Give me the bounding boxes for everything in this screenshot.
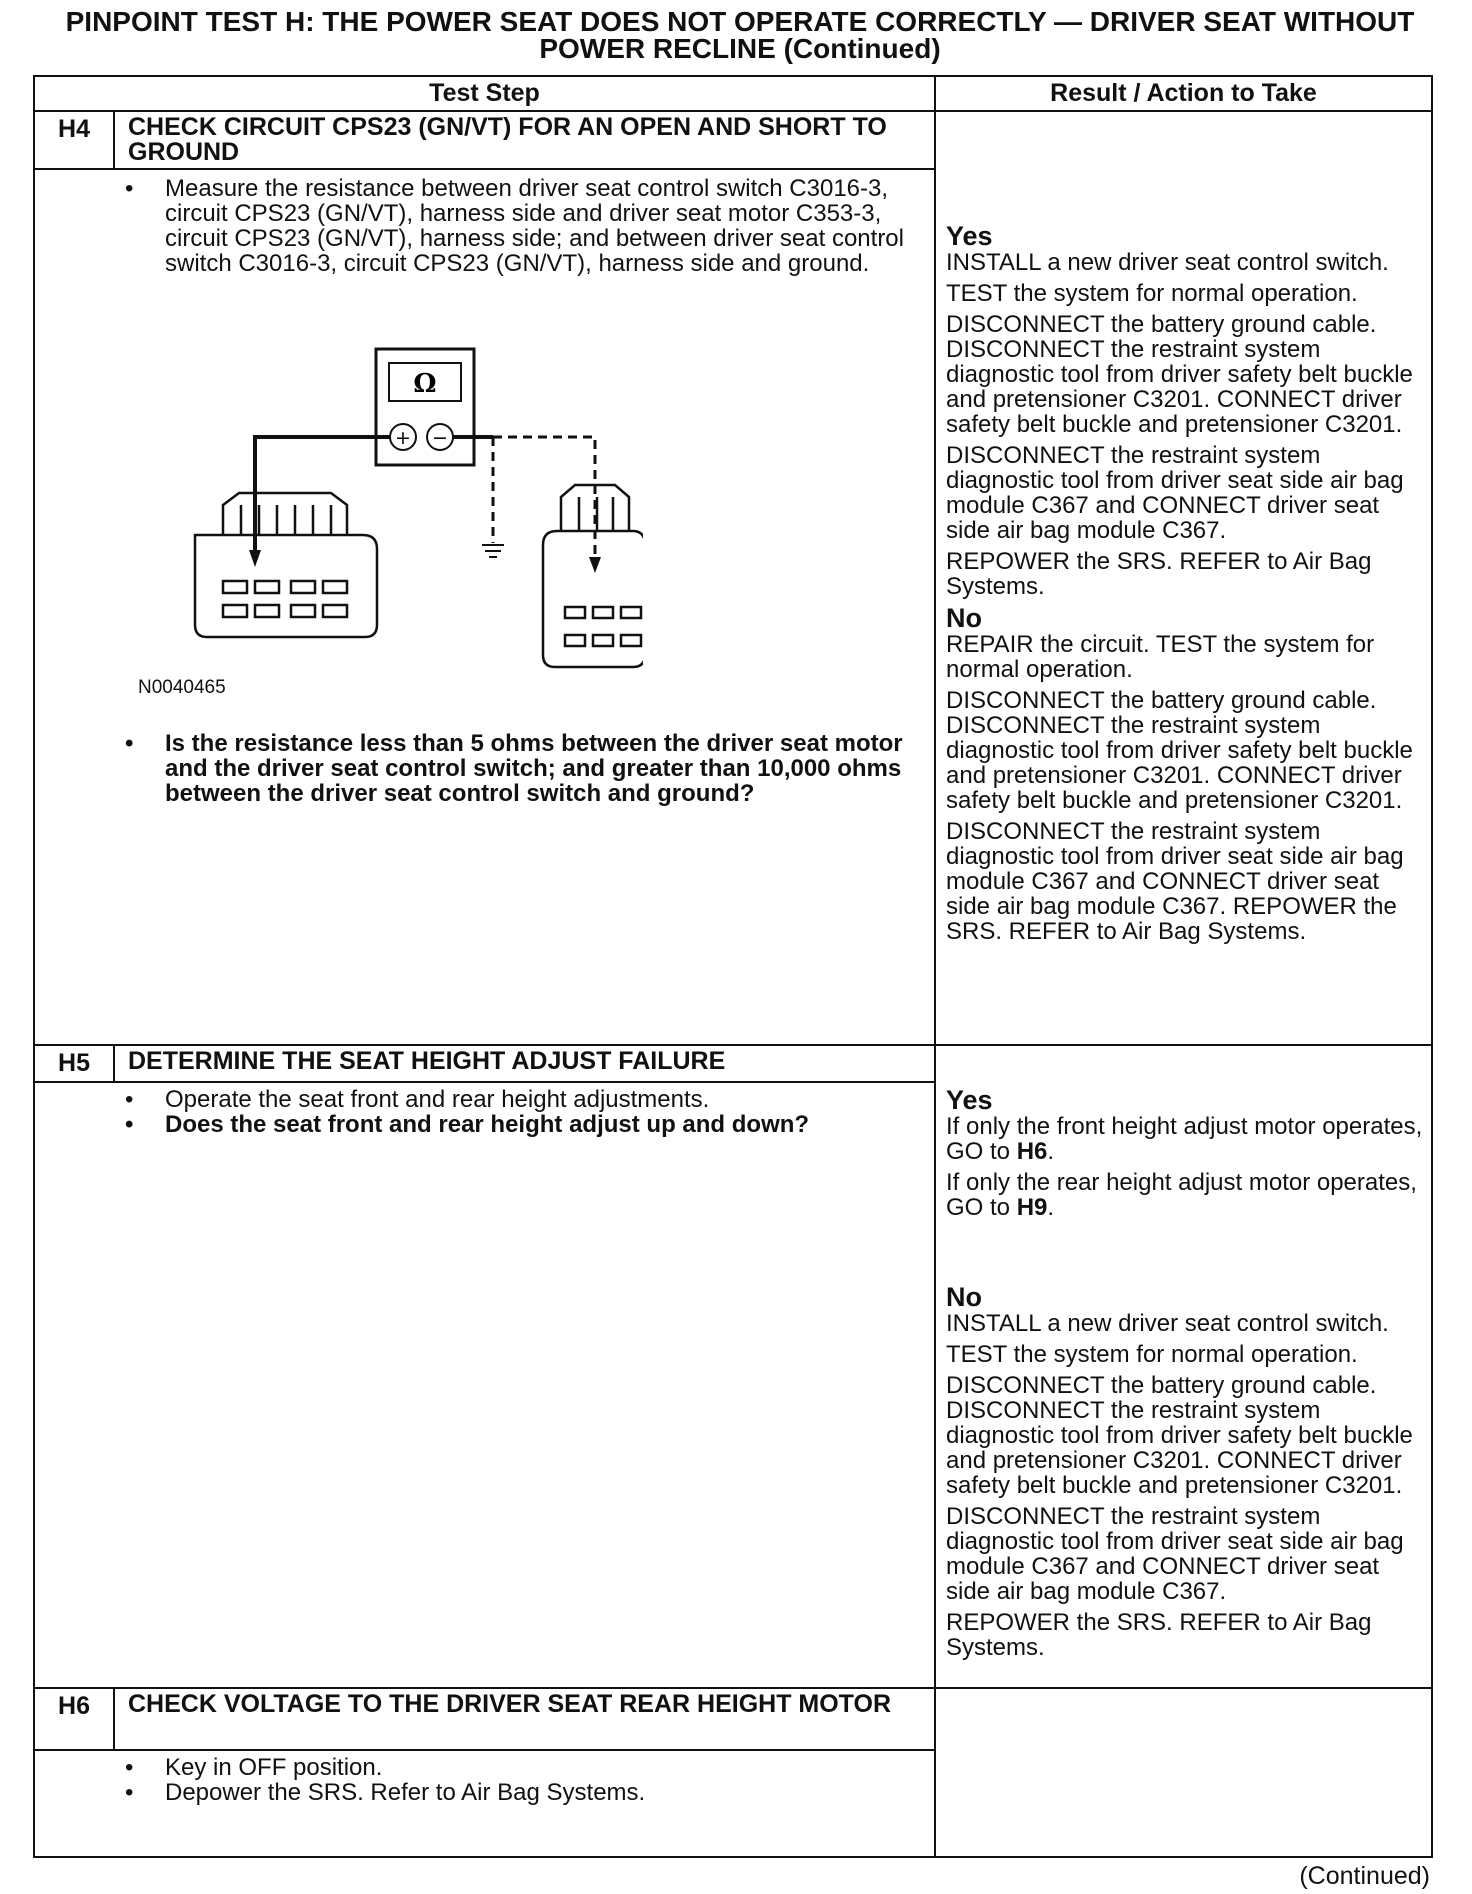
h4-no-action-2: DISCONNECT the battery ground cable. DISCONNECT the restraint system diagnostic tool from driver safety belt buckle and pretensioner C3201. CONNECT driver safety belt buckle and pretensioner C3201. [946, 687, 1413, 814]
step-id-h5: H5 [58, 1049, 90, 1077]
step-h4-question: • Is the resistance less than 5 ohms between the driver seat motor and the driver seat control switch; and greater than 10,000 ohms between the driver seat control switch and ground? [125, 731, 925, 806]
negative-terminal-label: − [432, 427, 448, 449]
h4-no-label: No [946, 603, 982, 633]
h4-yes-action-3: DISCONNECT the battery ground cable. DISCONNECT the restraint system diagnostic tool from driver safety belt buckle and pretensioner C3201. CONNECT driver safety belt buckle and pretensioner C3201. [946, 311, 1413, 438]
column-header-test-step: Test Step [429, 79, 540, 107]
h4-yes-action-2: TEST the system for normal operation. [946, 280, 1358, 307]
h4-yes-action-4: DISCONNECT the restraint system diagnostic tool from driver seat side air bag module C367 and CONNECT driver seat side air bag module C367. [946, 442, 1404, 544]
goto-h9-link[interactable]: H9 [1016, 1194, 1048, 1221]
negative-probe-tip [589, 557, 601, 573]
step-h4-bullet-1: • Measure the resistance between driver seat control switch C3016-3, circuit CPS23 (GN/VT), harness side and driver seat motor C353-3, circuit CPS23 (GN/VT), harness side; and between driver seat control switch C3016-3, circuit CPS23 (GN/VT), harness side and ground. [125, 176, 925, 276]
ohm-symbol: Ω [413, 369, 437, 399]
page-title: PINPOINT TEST H: THE POWER SEAT DOES NOT OPERATE CORRECTLY — DRIVER SEAT WITHOUT POWER RECLINE (Continued) [65, 6, 1415, 64]
step-id-h4: H4 [58, 115, 90, 143]
figure-id: N0040465 [138, 677, 226, 698]
h5-yes-action-1: If only the front height adjust motor operates, GO to H6. [946, 1113, 1423, 1165]
step-h6-bullet-2: • Depower the SRS. Refer to Air Bag Systems. [125, 1780, 925, 1805]
switch-connector-c3016 [195, 493, 377, 637]
continued-footer: (Continued) [1299, 1862, 1430, 1890]
positive-terminal-label: + [395, 427, 411, 449]
column-header-result: Result / Action to Take [1050, 79, 1317, 107]
step-h5-question: • Does the seat front and rear height adjust up and down? [125, 1112, 925, 1137]
h5-yes-action-2: If only the rear height adjust motor operates, GO to H9. [946, 1169, 1417, 1221]
h5-no-action-4: DISCONNECT the restraint system diagnostic tool from driver seat side air bag module C367 and CONNECT driver seat side air bag module C367. [946, 1503, 1404, 1605]
step-title-h6: CHECK VOLTAGE TO THE DRIVER SEAT REAR HEIGHT MOTOR [128, 1690, 892, 1718]
h4-no-action-1: REPAIR the circuit. TEST the system for normal operation. [946, 631, 1375, 683]
step-title-h5: DETERMINE THE SEAT HEIGHT ADJUST FAILURE [128, 1047, 726, 1075]
h5-no-action-5: REPOWER the SRS. REFER to Air Bag Systems. [946, 1609, 1372, 1661]
step-h5-results [946, 1087, 1424, 1666]
step-id-h6: H6 [58, 1692, 90, 1720]
h4-yes-action-1: INSTALL a new driver seat control switch. [946, 249, 1389, 276]
step-h4-question-block [125, 731, 925, 806]
pinpoint-test-table [33, 75, 1433, 1858]
h4-yes-label: Yes [946, 221, 993, 251]
h5-yes-label: Yes [946, 1085, 993, 1115]
h5-no-label: No [946, 1282, 982, 1312]
resistance-measurement-diagram [183, 345, 643, 675]
step-h4-results [946, 223, 1424, 950]
step-h5-instructions [125, 1087, 925, 1137]
step-title-h4: CHECK CIRCUIT CPS23 (GN/VT) FOR AN OPEN AND SHORT TO GROUND [128, 113, 887, 166]
h5-no-action-1: INSTALL a new driver seat control switch. [946, 1310, 1389, 1337]
h4-no-action-3: DISCONNECT the restraint system diagnostic tool from driver seat side air bag module C367 and CONNECT driver seat side air bag module C367. REPOWER the SRS. REFER to Air Bag Systems. [946, 818, 1404, 945]
step-h5-bullet-1: • Operate the seat front and rear height adjustments. [125, 1087, 925, 1112]
ground-icon [482, 545, 504, 557]
positive-probe-tip [249, 550, 261, 567]
h5-no-action-3: DISCONNECT the battery ground cable. DISCONNECT the restraint system diagnostic tool from driver safety belt buckle and pretensioner C3201. CONNECT driver safety belt buckle and pretensioner C3201. [946, 1372, 1413, 1499]
goto-h6-link[interactable]: H6 [1016, 1138, 1048, 1165]
motor-connector-c353 [543, 485, 643, 667]
h4-yes-action-5: REPOWER the SRS. REFER to Air Bag Systems. [946, 548, 1372, 600]
step-h4-instructions [125, 176, 925, 276]
step-h6-instructions [125, 1755, 925, 1805]
h5-no-action-2: TEST the system for normal operation. [946, 1341, 1358, 1368]
step-h6-bullet-1: • Key in OFF position. [125, 1755, 925, 1780]
